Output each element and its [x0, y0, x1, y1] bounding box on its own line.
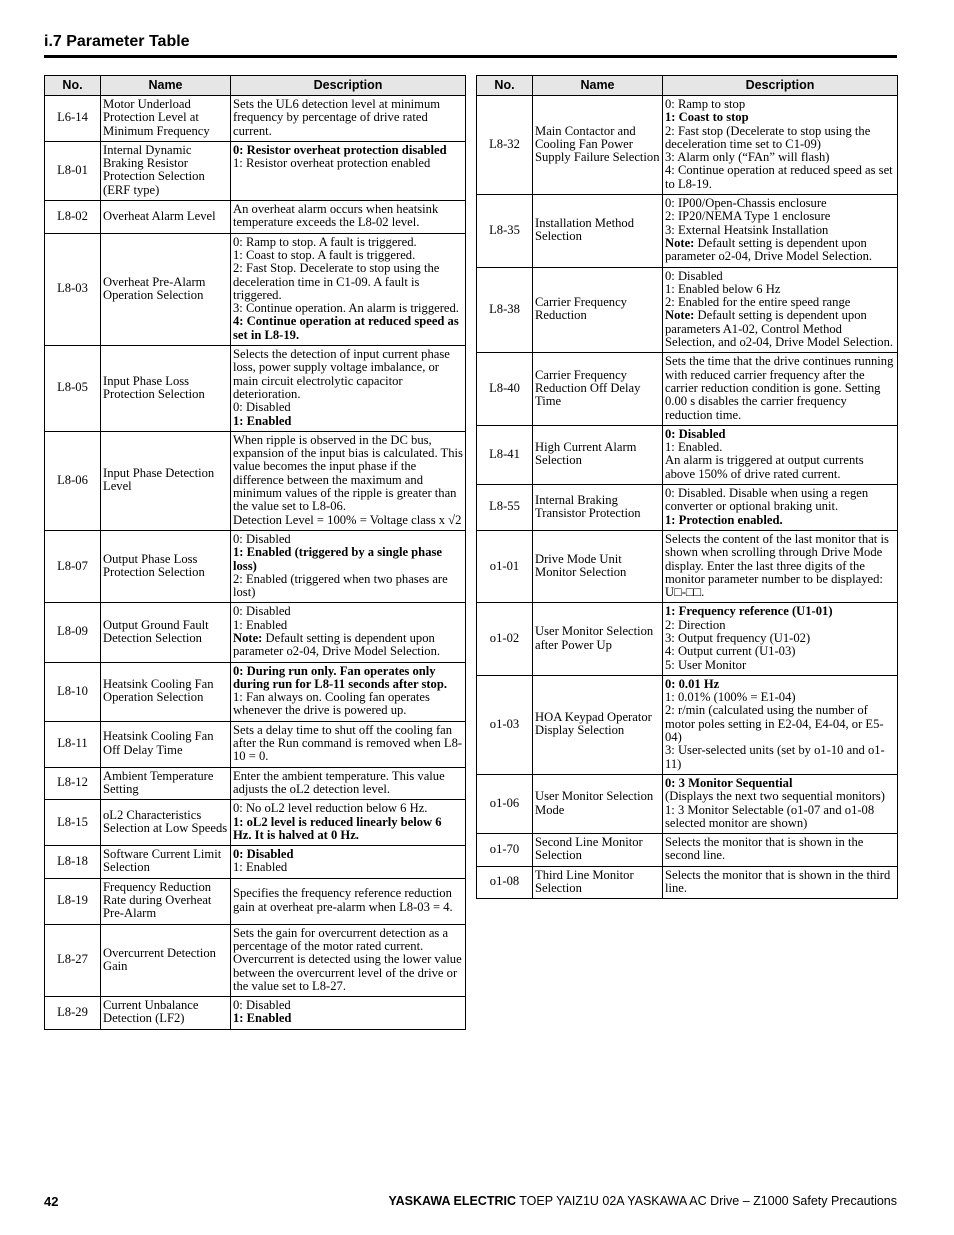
page-number: 42 — [44, 1194, 59, 1209]
parameter-no: L8-02 — [45, 201, 101, 234]
note-label: Note: — [233, 630, 263, 645]
note-text: Default setting is dependent upon parameters A1-02, Control Method Selection, and o2-04, Drive Model Selection. — [665, 308, 894, 350]
parameter-no: L8-19 — [45, 878, 101, 924]
table-row — [477, 603, 898, 675]
description-line: 3: External Heatsink Installation — [665, 222, 829, 237]
description-line: 1: Coast to stop. A fault is triggered. — [233, 247, 416, 262]
parameter-no: L8-09 — [45, 603, 101, 662]
parameter-no: L8-35 — [477, 195, 533, 267]
description-line — [233, 632, 463, 659]
parameter-table-left — [44, 75, 466, 1030]
parameter-no: L8-27 — [45, 924, 101, 996]
parameter-description — [231, 800, 466, 846]
parameter-description — [231, 662, 466, 721]
parameter-name: Heatsink Cooling Fan Off Delay Time — [101, 721, 231, 767]
description-line: 0: Resistor overheat protection disabled — [233, 142, 447, 157]
description-line: 0: No oL2 level reduction below 6 Hz. — [233, 801, 428, 816]
parameter-name: Installation Method Selection — [533, 195, 663, 267]
description-line: 1: Enabled — [233, 860, 288, 875]
table-row — [45, 878, 466, 924]
description-line: 1: Enabled. — [665, 440, 723, 455]
parameter-name: HOA Keypad Operator Display Selection — [533, 675, 663, 774]
parameter-no: L8-40 — [477, 353, 533, 425]
description-line: 2: Direction — [665, 617, 726, 632]
parameter-name: oL2 Characteristics Selection at Low Speeds — [101, 800, 231, 846]
parameter-description — [231, 997, 466, 1030]
description-line: 1: Enabled (triggered by a single phase loss) — [233, 545, 442, 573]
description-line: 1: Enabled — [233, 1011, 292, 1026]
description-line: 0: Disabled — [233, 847, 294, 862]
description-line: 1: Fan always on. Cooling fan operates whenever the drive is powered up. — [233, 690, 430, 718]
parameter-description — [663, 675, 898, 774]
description-line: 0: IP00/Open-Chassis enclosure — [665, 196, 827, 211]
parameter-name: Motor Underload Protection Level at Minimum Frequency — [101, 96, 231, 142]
description-line: An overheat alarm occurs when heatsink temperature exceeds the L8-02 level. — [233, 202, 439, 230]
table-header-row — [477, 76, 898, 96]
description-line: 2: IP20/NEMA Type 1 enclosure — [665, 209, 831, 224]
table-row — [45, 846, 466, 879]
table-row — [45, 201, 466, 234]
parameter-no: L8-11 — [45, 721, 101, 767]
description-line: 1: Frequency reference (U1-01) — [665, 604, 833, 619]
parameter-description — [663, 425, 898, 484]
parameter-name: Overheat Pre-Alarm Operation Selection — [101, 233, 231, 345]
description-line: Selects the monitor that is shown in the third line. — [665, 867, 891, 896]
parameter-description — [231, 96, 466, 142]
description-line: 2: Enabled for the entire speed range — [665, 295, 851, 310]
table-row — [45, 800, 466, 846]
parameter-description — [231, 721, 466, 767]
note-label: Note: — [665, 235, 695, 250]
parameter-name: Internal Braking Transistor Protection — [533, 485, 663, 531]
parameter-name: Carrier Frequency Reduction Off Delay Time — [533, 353, 663, 425]
description-line: Sets the time that the drive continues running with reduced carrier frequency after the carrier reduction condition is gone. Setting 0.00 s disables the carrier frequency reduction time. — [665, 354, 894, 422]
parameter-no: L8-03 — [45, 233, 101, 345]
description-line: 1: 3 Monitor Selectable (o1-07 and o1-08 selected monitor are shown) — [665, 802, 875, 830]
parameter-no: L8-55 — [477, 485, 533, 531]
parameter-table-right — [476, 75, 898, 899]
description-line: Sets the UL6 detection level at minimum frequency by percentage of drive rated current. — [233, 97, 441, 138]
header-no: No. — [45, 76, 101, 96]
parameter-description — [663, 530, 898, 602]
parameter-no: L8-12 — [45, 767, 101, 800]
table-row — [45, 721, 466, 767]
footer-brand: YASKAWA ELECTRIC — [388, 1194, 517, 1208]
title-rule — [44, 55, 897, 58]
parameter-description — [231, 924, 466, 996]
parameter-name: Current Unbalance Detection (LF2) — [101, 997, 231, 1030]
parameter-no: L8-06 — [45, 431, 101, 530]
parameter-description — [663, 866, 898, 899]
header-name: Name — [533, 76, 663, 96]
parameter-description — [663, 353, 898, 425]
description-line: 1: Coast to stop — [665, 110, 749, 125]
table-row — [477, 530, 898, 602]
header-no: No. — [477, 76, 533, 96]
note-label: Note: — [665, 308, 695, 323]
header-name: Name — [101, 76, 231, 96]
parameter-no: L8-41 — [477, 425, 533, 484]
description-line: 2: Fast stop (Decelerate to stop using the deceleration time set to C1-09) — [665, 123, 871, 151]
parameter-no: L8-18 — [45, 846, 101, 879]
parameter-no: L8-15 — [45, 800, 101, 846]
note-text: Default setting is dependent upon parameter o2-04, Drive Model Selection. — [665, 235, 873, 264]
description-line: 2: Fast Stop. Decelerate to stop using the deceleration time in C1-09. A fault is triggered. — [233, 261, 440, 302]
table-row — [45, 603, 466, 662]
parameter-description — [663, 485, 898, 531]
parameter-name: Frequency Reduction Rate during Overheat Pre-Alarm — [101, 878, 231, 924]
parameter-name: Software Current Limit Selection — [101, 846, 231, 879]
parameter-no: o1-02 — [477, 603, 533, 675]
table-row — [477, 267, 898, 353]
description-line: An alarm is triggered at output currents above 150% of drive rated current. — [665, 453, 864, 481]
description-line: Sets the gain for overcurrent detection as a percentage of the motor rated current. Overcurrent is detected using the lower value between the overcurrent level of the drive or the value set to L8-27. — [233, 925, 462, 993]
parameter-name: Heatsink Cooling Fan Operation Selection — [101, 662, 231, 721]
description-line: 4: Continue operation at reduced speed as set in L8-19. — [233, 314, 459, 342]
description-line: 0: Disabled — [665, 426, 726, 441]
description-line: 3: User-selected units (set by o1-10 and o1-11) — [665, 743, 885, 771]
description-line: 1: Resistor overheat protection enabled — [233, 156, 431, 171]
section-title: i.7 Parameter Table — [44, 33, 190, 50]
table-row — [477, 96, 898, 195]
description-line: 4: Continue operation at reduced speed as set to L8-19. — [665, 163, 893, 191]
description-line — [665, 237, 895, 264]
parameter-description — [663, 96, 898, 195]
table-body — [45, 96, 466, 1030]
parameter-description — [231, 603, 466, 662]
parameter-name: Input Phase Loss Protection Selection — [101, 346, 231, 432]
description-line: Enter the ambient temperature. This value adjusts the oL2 detection level. — [233, 768, 445, 796]
description-line: 1: Enabled below 6 Hz — [665, 281, 781, 296]
parameter-description — [231, 767, 466, 800]
parameter-no: o1-01 — [477, 530, 533, 602]
description-line: 0: Disabled — [233, 604, 291, 619]
description-line: 0: Ramp to stop — [665, 97, 746, 111]
description-line: 0: 3 Monitor Sequential — [665, 775, 793, 790]
description-line: When ripple is observed in the DC bus, expansion of the input bias is calculated. This value becomes the input phase if the difference between the maximum and minimum values of the ripple is greater than the value set to L8-06. — [233, 432, 463, 514]
footer-doc-title: TOEP YAIZ1U 02A YASKAWA AC Drive – Z1000 Safety Precautions — [516, 1194, 897, 1208]
table-row — [477, 834, 898, 867]
table-row — [477, 425, 898, 484]
parameter-name: User Monitor Selection Mode — [533, 774, 663, 833]
description-line: 0: Disabled — [233, 400, 291, 415]
description-line: Selects the monitor that is shown in the second line. — [665, 835, 864, 863]
description-line: 0: Ramp to stop. A fault is triggered. — [233, 234, 417, 249]
parameter-name: Input Phase Detection Level — [101, 431, 231, 530]
table-row — [477, 353, 898, 425]
parameter-name: Output Phase Loss Protection Selection — [101, 530, 231, 602]
parameter-name: Drive Mode Unit Monitor Selection — [533, 530, 663, 602]
parameter-name: Overcurrent Detection Gain — [101, 924, 231, 996]
parameter-name: High Current Alarm Selection — [533, 425, 663, 484]
parameter-name: User Monitor Selection after Power Up — [533, 603, 663, 675]
parameter-no: o1-70 — [477, 834, 533, 867]
header-description: Description — [663, 76, 898, 96]
parameter-description — [231, 530, 466, 602]
parameter-name: Overheat Alarm Level — [101, 201, 231, 234]
description-line: Specifies the frequency reference reduction gain at overheat pre-alarm when L8-03 = 4. — [233, 886, 453, 914]
description-line: (Displays the next two sequential monitors) — [665, 789, 886, 804]
parameter-no: L8-10 — [45, 662, 101, 721]
parameter-description — [663, 195, 898, 267]
table-row — [45, 997, 466, 1030]
description-line: Selects the detection of input current phase loss, power supply voltage imbalance, or main circuit electrolytic capacitor deterioration. — [233, 347, 450, 401]
description-line: 1: 0.01% (100% = E1-04) — [665, 690, 796, 705]
parameter-description — [231, 878, 466, 924]
parameter-no: L8-07 — [45, 530, 101, 602]
table-row — [45, 431, 466, 530]
table-body — [477, 96, 898, 899]
parameter-no: o1-06 — [477, 774, 533, 833]
parameter-name: Carrier Frequency Reduction — [533, 267, 663, 353]
parameter-name: Internal Dynamic Braking Resistor Protection Selection (ERF type) — [101, 141, 231, 200]
table-row — [477, 675, 898, 774]
footer-doc-info — [388, 1194, 897, 1208]
parameter-no: o1-08 — [477, 866, 533, 899]
description-line: 3: Output frequency (U1-02) — [665, 630, 811, 645]
description-line: Sets a delay time to shut off the cooling fan after the Run command is removed when L8-10 = 0. — [233, 722, 463, 764]
table-row — [477, 195, 898, 267]
description-line: 3: Continue operation. An alarm is triggered. — [233, 301, 459, 316]
table-row — [45, 141, 466, 200]
table-row — [477, 485, 898, 531]
table-row — [45, 233, 466, 345]
description-line — [665, 309, 895, 349]
parameter-description — [231, 431, 466, 530]
description-line: 0: Disabled. Disable when using a regen converter or optional braking unit. — [665, 486, 869, 514]
parameter-no: L8-29 — [45, 997, 101, 1030]
description-line: 1: oL2 level is reduced linearly below 6 Hz. It is halved at 0 Hz. — [233, 814, 442, 842]
table-row — [45, 767, 466, 800]
parameter-name: Ambient Temperature Setting — [101, 767, 231, 800]
table-row — [477, 774, 898, 833]
table-row — [45, 662, 466, 721]
description-line: 1: Protection enabled. — [665, 512, 783, 527]
note-text: Default setting is dependent upon parameter o2-04, Drive Model Selection. — [233, 630, 441, 659]
parameter-no: o1-03 — [477, 675, 533, 774]
description-line: Selects the content of the last monitor that is shown when scrolling through Drive Mode display. Enter the last three digits of the monitor parameter number to be displayed: U□-□□. — [665, 531, 889, 600]
parameter-description — [231, 201, 466, 234]
parameter-description — [231, 846, 466, 879]
description-line: 5: User Monitor — [665, 657, 747, 672]
table-row — [45, 96, 466, 142]
description-line: 1: Enabled — [233, 617, 288, 632]
description-line: 0: Disabled — [233, 531, 291, 546]
parameter-no: L8-05 — [45, 346, 101, 432]
description-line: 0: During run only. Fan operates only during run for L8-11 seconds after stop. — [233, 663, 447, 691]
parameter-name: Main Contactor and Cooling Fan Power Supply Failure Selection — [533, 96, 663, 195]
parameter-no: L8-32 — [477, 96, 533, 195]
parameter-no: L8-38 — [477, 267, 533, 353]
parameter-description — [663, 603, 898, 675]
table-row — [45, 924, 466, 996]
header-description: Description — [231, 76, 466, 96]
table-row — [45, 346, 466, 432]
parameter-description — [231, 346, 466, 432]
parameter-no: L6-14 — [45, 96, 101, 142]
description-line: 0: 0.01 Hz — [665, 676, 720, 691]
description-line: Detection Level = 100% = Voltage class x √2 — [233, 512, 462, 527]
parameter-no: L8-01 — [45, 141, 101, 200]
parameter-description — [663, 834, 898, 867]
parameter-description — [663, 267, 898, 353]
description-line: 0: Disabled — [233, 998, 291, 1013]
table-header-row — [45, 76, 466, 96]
parameter-description — [231, 141, 466, 200]
parameter-name: Output Ground Fault Detection Selection — [101, 603, 231, 662]
parameter-name: Second Line Monitor Selection — [533, 834, 663, 867]
description-line: 4: Output current (U1-03) — [665, 644, 796, 659]
table-row — [45, 530, 466, 602]
description-line: 1: Enabled — [233, 413, 292, 428]
parameter-description — [663, 774, 898, 833]
description-line: 2: Enabled (triggered when two phases are lost) — [233, 571, 448, 600]
description-line: 0: Disabled — [665, 268, 723, 283]
parameter-description — [231, 233, 466, 345]
description-line: 3: Alarm only (“FAn” will flash) — [665, 150, 830, 165]
table-row — [477, 866, 898, 899]
description-line: 2: r/min (calculated using the number of motor poles setting in E2-04, E4-04, or E5-04) — [665, 703, 884, 745]
parameter-name: Third Line Monitor Selection — [533, 866, 663, 899]
